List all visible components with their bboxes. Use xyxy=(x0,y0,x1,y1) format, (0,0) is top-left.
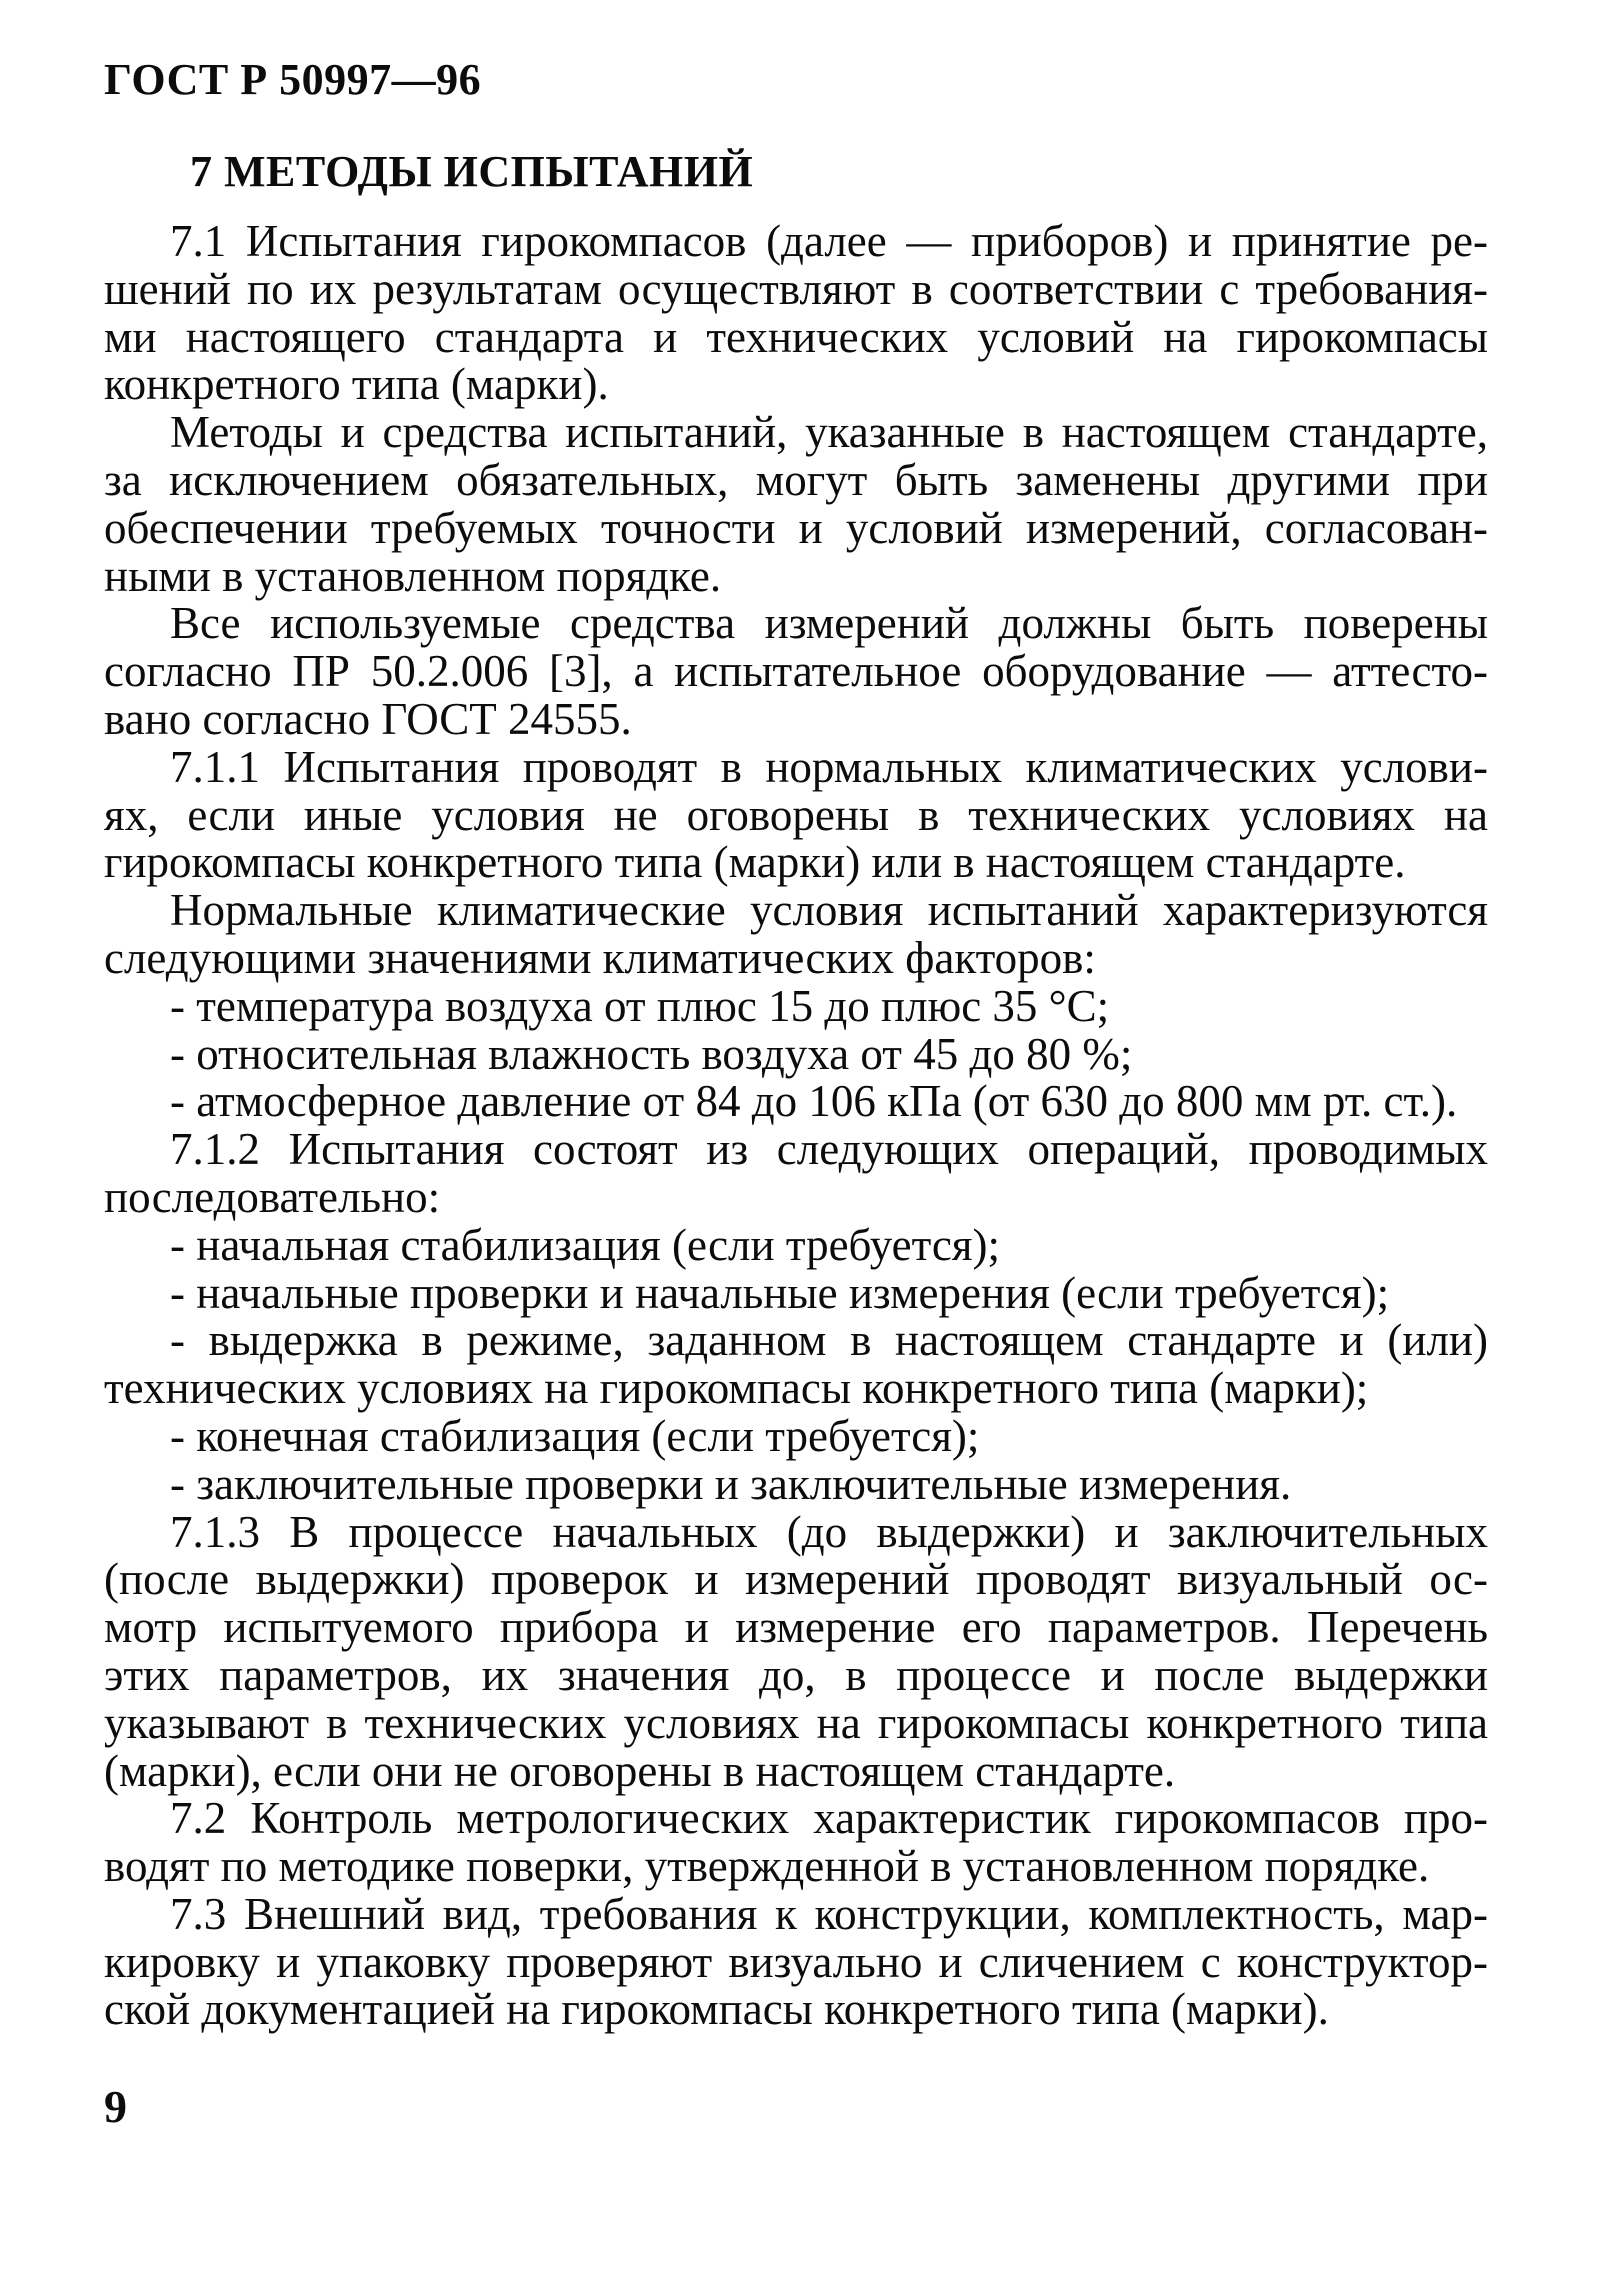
paragraph xyxy=(104,1317,1488,1413)
text-line: ской документацией на гирокомпасы конкретного типа (марки). xyxy=(104,1984,1329,2035)
text-line: - конечная стабилизация (если требуется); xyxy=(170,1410,980,1461)
paragraph xyxy=(104,1219,1488,1270)
page-number: 9 xyxy=(104,2081,127,2132)
text-line: 7.1.2 Испытания состоят из следующих операций, проводимых xyxy=(170,1124,1488,1175)
text-line: Нормальные климатические условия испытаний характеризуются xyxy=(170,885,1488,936)
paragraph xyxy=(104,218,1488,409)
text-line: ными в установленном порядке. xyxy=(104,550,722,601)
paragraph xyxy=(104,1126,1488,1222)
text-line: этих параметров, их значения до, в процессе и после выдержки xyxy=(104,1649,1488,1700)
text-line: указывают в технических условиях на гирокомпасы конкретного типа xyxy=(104,1697,1488,1748)
paragraph xyxy=(104,1267,1488,1318)
text-line: (марки), если они не оговорены в настоящем стандарте. xyxy=(104,1745,1176,1796)
paragraph xyxy=(104,1410,1488,1461)
text-line: последовательно: xyxy=(104,1171,441,1222)
text-line: вано согласно ГОСТ 24555. xyxy=(104,693,632,744)
paragraph xyxy=(104,980,1488,1031)
text-line: (после выдержки) проверок и измерений проводят визуальный ос- xyxy=(104,1554,1488,1605)
text-line: за исключением обязательных, могут быть заменены другими при xyxy=(104,454,1488,505)
text-line: - начальные проверки и начальные измерения (если требуется); xyxy=(170,1267,1390,1318)
text-line: технических условиях на гирокомпасы конкретного типа (марки); xyxy=(104,1363,1369,1414)
text-line: 7.1.1 Испытания проводят в нормальных климатических услови- xyxy=(170,741,1488,792)
paragraph xyxy=(104,887,1488,983)
paragraph xyxy=(104,1458,1488,1509)
text-line: кировку и упаковку проверяют визуально и сличением с конструктор- xyxy=(104,1936,1488,1987)
text-line: водят по методике поверки, утвержденной в установленном порядке. xyxy=(104,1841,1430,1892)
paragraph xyxy=(104,1506,1488,1796)
paragraph xyxy=(104,1028,1488,1079)
text-line: 7.3 Внешний вид, требования к конструкции, комплектность, мар- xyxy=(170,1888,1488,1939)
text-line: следующими значениями климатических факторов: xyxy=(104,932,1096,983)
text-line: обеспечении требуемых точности и условий измерений, согласован- xyxy=(104,502,1488,553)
text-line: конкретного типа (марки). xyxy=(104,359,609,410)
text-line: - атмосферное давление от 84 до 106 кПа (от 630 до 800 мм рт. ст.). xyxy=(170,1076,1458,1127)
section-title: 7 МЕТОДЫ ИСПЫТАНИЙ xyxy=(190,147,754,196)
text-line: - начальная стабилизация (если требуется); xyxy=(170,1219,1000,1270)
paragraph xyxy=(104,409,1488,600)
text-line: гирокомпасы конкретного типа (марки) или в настоящем стандарте. xyxy=(104,837,1406,888)
text-line: мотр испытуемого прибора и измерение его параметров. Перечень xyxy=(104,1602,1488,1653)
paragraph xyxy=(104,600,1488,743)
text-line: 7.1.3 В процессе начальных (до выдержки) и заключительных xyxy=(170,1506,1488,1557)
text-line: Все используемые средства измерений должны быть поверены xyxy=(170,598,1488,649)
body-text xyxy=(104,218,1488,2034)
text-line: ях, если иные условия не оговорены в технических условиях на xyxy=(104,789,1488,840)
text-line: - температура воздуха от плюс 15 до плюс 35 °С; xyxy=(170,980,1110,1031)
paragraph xyxy=(104,1888,1488,2035)
text-line: - относительная влажность воздуха от 45 до 80 %; xyxy=(170,1028,1133,1079)
standard-code: ГОСТ Р 50997—96 xyxy=(104,55,482,104)
text-line: ми настоящего стандарта и технических условий на гирокомпасы xyxy=(104,311,1488,362)
text-line: шений по их результатам осуществляют в соответствии с требования- xyxy=(104,263,1488,314)
paragraph xyxy=(104,1078,1488,1126)
text-line: 7.1 Испытания гирокомпасов (далее — приборов) и принятие ре- xyxy=(170,216,1488,266)
paragraph xyxy=(104,1795,1488,1891)
text-line: 7.2 Контроль метрологических характеристик гирокомпасов про- xyxy=(170,1793,1488,1844)
text-line: Методы и средства испытаний, указанные в настоящем стандарте, xyxy=(170,407,1488,458)
paragraph xyxy=(104,741,1488,888)
text-line: согласно ПР 50.2.006 [3], а испытательное оборудование — аттесто- xyxy=(104,646,1488,697)
text-line: - выдержка в режиме, заданном в настоящем стандарте и (или) xyxy=(170,1315,1488,1366)
text-line: - заключительные проверки и заключительные измерения. xyxy=(170,1458,1292,1509)
